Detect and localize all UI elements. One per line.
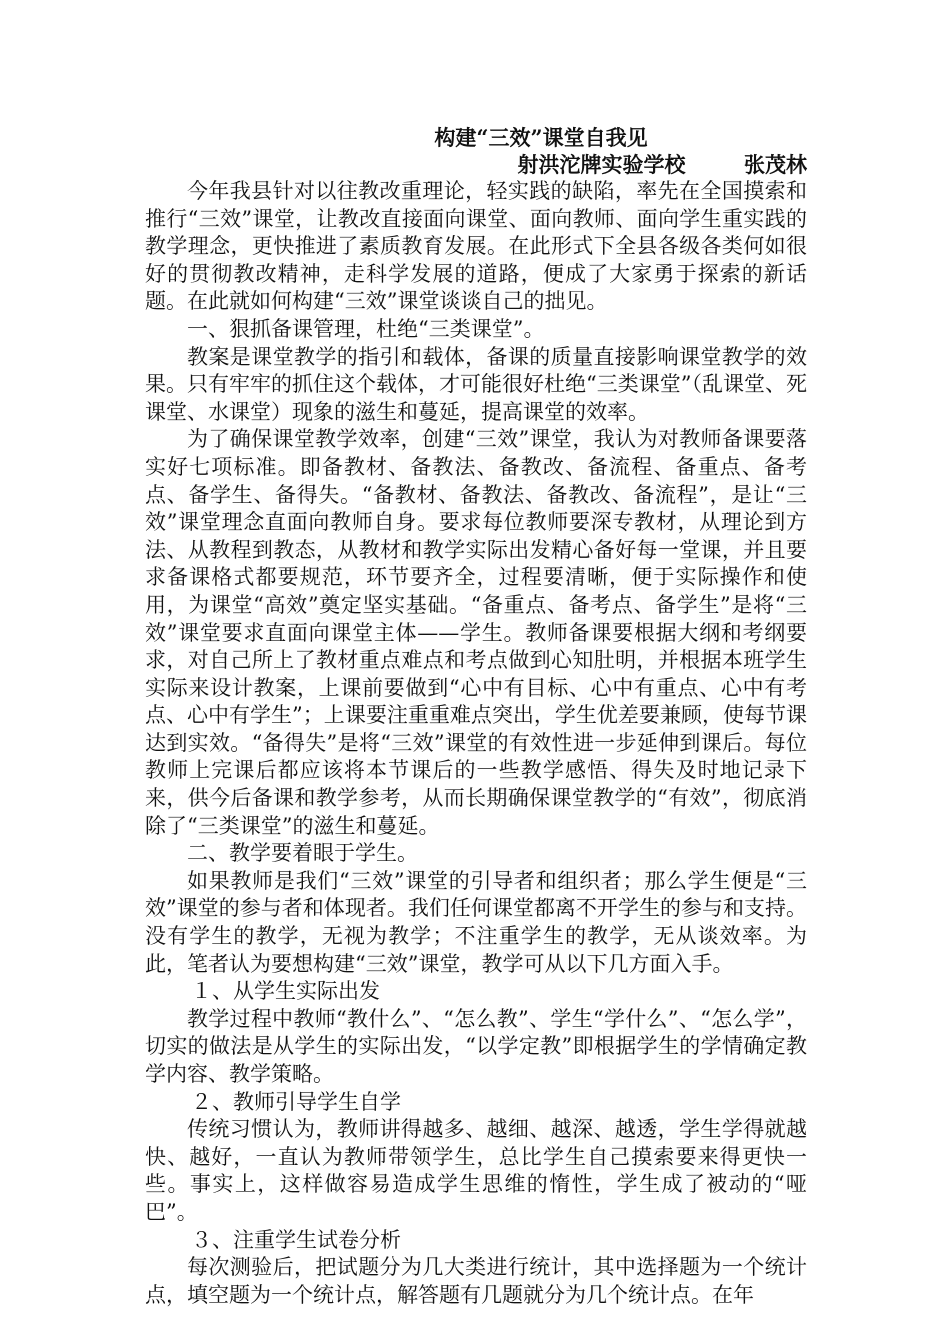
document-title: 构建“三效”课堂自我见 <box>434 125 648 150</box>
subheading-1: １、从学生实际出发 <box>191 979 380 1004</box>
document-page <box>145 124 807 1309</box>
subheading-2: ２、教师引导学生自学 <box>191 1089 401 1114</box>
body-paragraph: 教学过程中教师“教什么”、“怎么教”、学生“学什么”、“怎么学”，切实的做法是从学生的实际出发，“以学定教”即根据学生的学情确定教学内容、教学策略。 <box>145 1006 807 1086</box>
intro-paragraph: 今年我县针对以往教改重理论，轻实践的缺陷，率先在全国摸索和推行“三效”课堂，让教改直接面向课堂、面向教师、面向学生重实践的教学理念，更快推进了素质教育发展。在此形式下全县各级各类何如很好的贯彻教改精神，走科学发展的道路，便成了大家勇于探索的新话题。在此就如何构建“三效”课堂谈谈自己的拙见。 <box>145 179 807 314</box>
section-heading-2: 二、教学要着眼于学生。 <box>187 841 418 866</box>
body-paragraph: 为了确保课堂教学效率，创建“三效”课堂，我认为对教师备课要落实好七项标准。即备教材、备教法、备教改、备流程、备重点、备考点、备学生、备得失。“备教材、备教法、备教改、备流程”，是让“三效”课堂理念直面向教师自身。要求每位教师要深专教材，从理论到方法、从教程到教态，从教材和教学实际出发精心备好每一堂课，并且要求备课格式都要规范，环节要齐全，过程要清晰，便于实际操作和使用，为课堂“高效”奠定坚实基础。“备重点、备考点、备学生”是将“三效”课堂要求直面向课堂主体——学生。教师备课要根据大纲和考纲要求，对自己所上了教材重点难点和考点做到心知肚明，并根据本班学生实际来设计教案，上课前要做到“心中有目标、心中有重点、心中有考点、心中有学生”；上课要注重重难点突出，学生优差要兼顾，使每节课达到实效。“备得失”是将“三效”课堂的有效性进一步延伸到课后。每位教师上完课后都应该将本节课后的一些教学感悟、得失及时地记录下来，供今后备课和教学参考，从而长期确保课堂教学的“有效”，彻底消除了“三类课堂”的滋生和蔓延。 <box>145 427 807 838</box>
subheading-3: ３、注重学生试卷分析 <box>191 1227 401 1252</box>
section-heading-1: 一、狠抓备课管理，杜绝“三类课堂”。 <box>187 316 545 341</box>
body-paragraph: 每次测验后，把试题分为几大类进行统计，其中选择题为一个统计点，填空题为一个统计点，解答题有几题就分为几个统计点。在年 <box>145 1255 807 1307</box>
body-paragraph: 传统习惯认为，教师讲得越多、越细、越深、越透，学生学得就越快、越好，一直认为教师带领学生，总比学生自己摸索要来得更快一些。事实上，这样做容易造成学生思维的惰性，学生成了被动的“哑巴”。 <box>145 1117 807 1224</box>
author-line: 射洪沱牌实验学校 张茂林 <box>517 152 807 177</box>
body-paragraph: 教案是课堂教学的指引和载体，备课的质量直接影响课堂教学的效果。只有牢牢的抓住这个载体，才可能很好杜绝“三类课堂”（乱课堂、死课堂、水课堂）现象的滋生和蔓延，提高课堂的效率。 <box>145 344 807 424</box>
body-paragraph: 如果教师是我们“三效”课堂的引导者和组织者；那么学生便是“三效”课堂的参与者和体现者。我们任何课堂都离不开学生的参与和支持。没有学生的教学，无视为教学；不注重学生的教学，无从谈效率。为此，笔者认为要想构建“三效”课堂，教学可从以下几方面入手。 <box>145 868 807 976</box>
